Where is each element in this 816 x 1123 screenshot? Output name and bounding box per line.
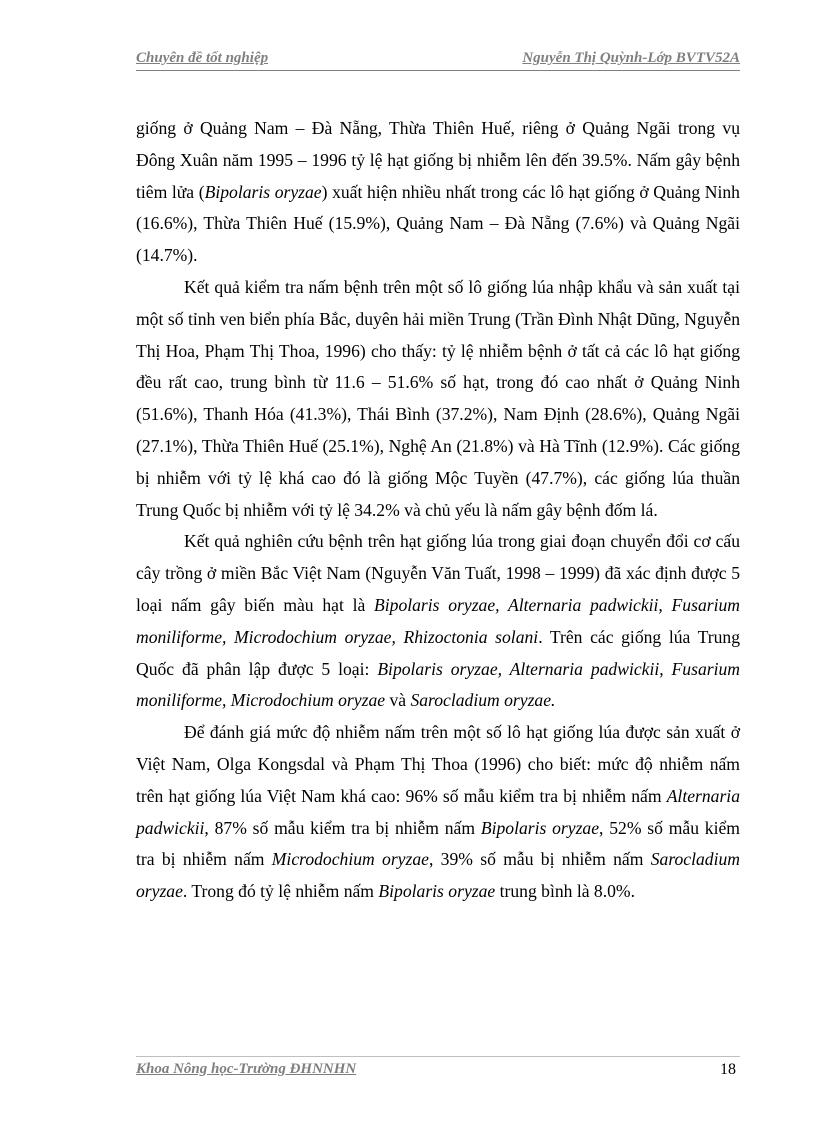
page-footer [136, 1056, 740, 1081]
paragraph-4: Để đánh giá mức độ nhiễm nấm trên một số lô hạt giống lúa được sản xuất ở Việt Nam, Olga Kongsdal và Phạm Thị Thoa (1996) cho biết: mức độ nhiễm nấm trên hạt giống lúa Việt Nam khá cao: 96% số mẫu kiểm tra bị nhiễm nấm Alternaria padwickii, 87% số mẫu kiểm tra bị nhiễm nấm Bipolaris oryzae, 52% số mẫu kiểm tra bị nhiễm nấm Microdochium oryzae, 39% số mẫu bị nhiễm nấm Sarocladium oryzae. Trong đó tỷ lệ nhiễm nấm Bipolaris oryzae trung bình là 8.0%. [136, 722, 740, 902]
paragraph-3: Kết quả nghiên cứu bệnh trên hạt giống lúa trong giai đoạn chuyển đổi cơ cấu cây trồng ở miền Bắc Việt Nam (Nguyễn Văn Tuất, 1998 – 1999) đã xác định được 5 loại nấm gây biến màu hạt là Bipolaris oryzae, Alternaria padwickii, Fusarium moniliforme, Microdochium oryzae, Rhizoctonia solani. Trên các giống lúa Trung Quốc đã phân lập được 5 loại: Bipolaris oryzae, Alternaria padwickii, Fusarium moniliforme, Microdochium oryzae và Sarocladium oryzae. [136, 531, 740, 711]
page-header [136, 50, 740, 71]
footer-institution: Khoa Nông học-Trường ĐHNNHN [136, 1061, 357, 1077]
body-text [136, 113, 740, 908]
page-number: 18 [720, 1061, 736, 1078]
header-author: Nguyễn Thị Quỳnh-Lớp BVTV52A [522, 50, 740, 66]
header-document-title: Chuyên đề tốt nghiệp [136, 50, 269, 66]
paragraph-1: giống ở Quảng Nam – Đà Nẵng, Thừa Thiên Huế, riêng ở Quảng Ngãi trong vụ Đông Xuân năm 1995 – 1996 tỷ lệ hạt giống bị nhiễm lên đến 39.5%. Nấm gây bệnh tiêm lửa (Bipolaris oryzae) xuất hiện nhiều nhất trong các lô hạt giống ở Quảng Ninh (16.6%), Thừa Thiên Huế (15.9%), Quảng Nam – Đà Nẵng (7.6%) và Quảng Ngãi (14.7%). [136, 118, 740, 266]
paragraph-2: Kết quả kiểm tra nấm bệnh trên một số lô giống lúa nhập khẩu và sản xuất tại một số tỉnh ven biển phía Bắc, duyên hải miền Trung (Trần Đình Nhật Dũng, Nguyễn Thị Hoa, Phạm Thị Thoa, 1996) cho thấy: tỷ lệ nhiễm bệnh ở tất cả các lô hạt giống đều rất cao, trung bình từ 11.6 – 51.6% số hạt, trong đó cao nhất ở Quảng Ninh (51.6%), Thanh Hóa (41.3%), Thái Bình (37.2%), Nam Định (28.6%), Quảng Ngãi (27.1%), Thừa Thiên Huế (25.1%), Nghệ An (21.8%) và Hà Tĩnh (12.9%). Các giống bị nhiễm với tỷ lệ khá cao đó là giống Mộc Tuyền (47.7%), các giống lúa thuần Trung Quốc bị nhiễm với tỷ lệ 34.2% và chủ yếu là nấm gây bệnh đốm lá. [136, 276, 740, 520]
